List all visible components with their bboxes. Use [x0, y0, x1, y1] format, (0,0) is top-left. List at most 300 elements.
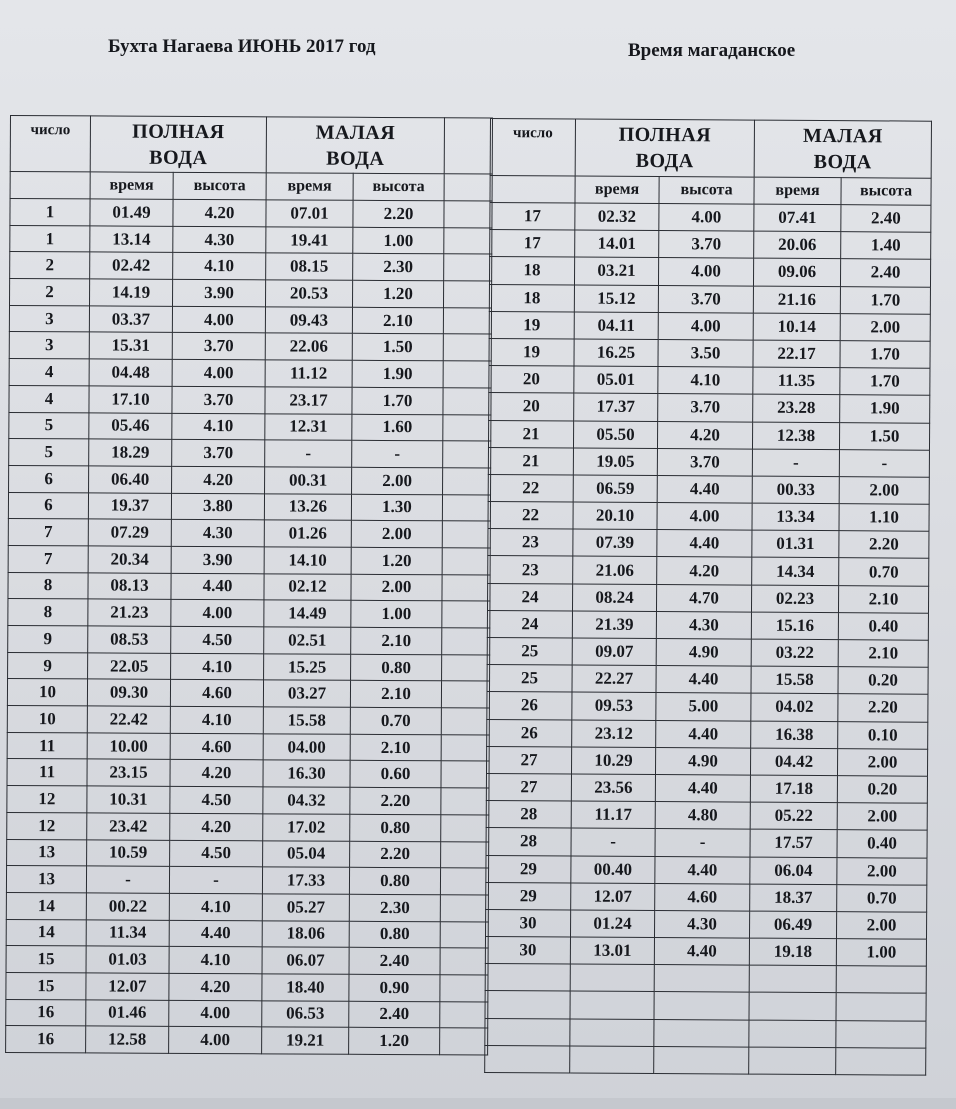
- empty-cell: [443, 468, 491, 495]
- empty-cell: [443, 308, 491, 335]
- day-cell: 11: [7, 732, 87, 759]
- table-row: [488, 556, 929, 586]
- high-time-cell: -: [86, 866, 169, 893]
- low-height-cell: 0.80: [350, 814, 441, 841]
- high-time-cell: 23.56: [571, 774, 655, 802]
- table-row: [487, 719, 928, 749]
- low-height-cell: 1.90: [840, 395, 930, 423]
- day-cell: 30: [485, 909, 570, 937]
- low-height-cell: 2.10: [350, 681, 441, 708]
- day-cell: 7: [8, 519, 88, 546]
- low-time-cell: [749, 993, 836, 1021]
- low-time-cell: 15.25: [264, 654, 351, 681]
- high-time-cell: 04.11: [574, 312, 658, 340]
- header-low-water-line2: ВОДА: [326, 147, 385, 170]
- low-time-cell: 01.26: [264, 520, 351, 547]
- day-cell: 22: [488, 474, 573, 502]
- high-time-cell: 22.05: [88, 653, 171, 680]
- day-cell: 3: [9, 305, 89, 332]
- low-height-cell: 0.70: [839, 558, 929, 586]
- day-cell: 8: [8, 572, 88, 599]
- high-height-cell: 4.60: [655, 883, 750, 911]
- empty-cell: [444, 201, 492, 228]
- high-height-cell: 4.00: [658, 312, 753, 340]
- high-time-cell: 12.07: [571, 883, 655, 911]
- low-height-cell: 2.00: [837, 857, 927, 885]
- high-height-cell: 3.70: [172, 440, 265, 467]
- day-cell: 24: [487, 583, 572, 611]
- low-time-cell: 20.53: [266, 280, 353, 307]
- high-time-cell: 07.39: [573, 529, 657, 557]
- high-height-cell: 4.00: [171, 600, 264, 627]
- tide-table-right-body: [485, 203, 931, 1076]
- table-row: [6, 1026, 488, 1055]
- high-time-cell: 14.01: [575, 230, 659, 258]
- table-row: [8, 492, 490, 521]
- low-height-cell: 2.10: [838, 640, 928, 668]
- table-row: [6, 866, 488, 895]
- table-row: [7, 732, 489, 761]
- day-cell: 14: [6, 892, 86, 919]
- high-height-cell: 4.10: [171, 653, 264, 680]
- high-height-cell: 4.60: [170, 733, 263, 760]
- high-height-cell: 4.60: [170, 680, 263, 707]
- table-row: [489, 366, 930, 396]
- low-height-cell: 2.00: [352, 467, 443, 494]
- day-cell: 26: [487, 692, 572, 720]
- low-time-cell: [749, 965, 836, 993]
- high-time-cell: 09.30: [87, 679, 170, 706]
- empty-cell: [443, 414, 491, 441]
- high-height-cell: 4.40: [655, 774, 750, 802]
- day-cell: 27: [486, 746, 571, 774]
- high-time-cell: 19.37: [88, 492, 171, 519]
- day-cell: 16: [6, 1026, 86, 1053]
- high-height-cell: 4.00: [657, 503, 752, 531]
- day-cell: 1: [10, 225, 90, 252]
- header-low-water-line1: МАЛАЯ: [803, 124, 883, 148]
- low-time-cell: 04.32: [263, 787, 350, 814]
- low-time-cell: 18.40: [262, 974, 349, 1001]
- high-time-cell: 11.17: [571, 801, 655, 829]
- low-height-cell: 1.50: [352, 334, 443, 361]
- day-cell: [485, 1045, 570, 1073]
- table-row: [9, 412, 491, 441]
- table-row: [488, 502, 929, 532]
- day-cell: 30: [485, 937, 570, 965]
- day-cell: 11: [7, 759, 87, 786]
- empty-cell: [441, 708, 489, 735]
- low-height-cell: -: [352, 440, 443, 467]
- day-cell: 22: [488, 502, 573, 530]
- timezone-label: Время магаданское: [628, 40, 796, 61]
- high-height-cell: 4.40: [656, 720, 751, 748]
- low-time-cell: 22.17: [753, 340, 840, 368]
- high-time-cell: 05.50: [573, 421, 657, 449]
- low-time-cell: 15.58: [751, 666, 838, 694]
- table-row: [489, 338, 930, 368]
- high-time-cell: 22.42: [87, 706, 170, 733]
- low-height-cell: 2.20: [838, 694, 928, 722]
- low-height-cell: 0.80: [349, 921, 440, 948]
- table-row: [488, 529, 929, 559]
- empty-cell: [440, 1028, 488, 1055]
- table-row: [8, 519, 490, 548]
- low-height-cell: 0.20: [837, 776, 927, 804]
- empty-cell: [443, 281, 491, 308]
- header-low-time: время: [754, 177, 841, 205]
- high-height-cell: 4.20: [169, 973, 262, 1000]
- high-height-cell: [654, 965, 749, 993]
- document-title: Бухта Нагаева ИЮНЬ 2017 год: [108, 36, 376, 57]
- low-time-cell: 04.42: [750, 748, 837, 776]
- header-low-height: высота: [353, 173, 444, 200]
- low-height-cell: 0.70: [837, 884, 927, 912]
- high-height-cell: 4.40: [171, 573, 264, 600]
- day-cell: 2: [10, 279, 90, 306]
- table-row: [7, 812, 489, 841]
- header-low-water-line1: МАЛАЯ: [315, 121, 396, 144]
- low-time-cell: 03.22: [751, 639, 838, 667]
- empty-cell: [442, 574, 490, 601]
- high-height-cell: 4.10: [169, 893, 262, 920]
- low-time-cell: 01.31: [752, 530, 839, 558]
- high-time-cell: 07.29: [88, 519, 171, 546]
- day-cell: 26: [487, 719, 572, 747]
- empty-cell: [442, 628, 490, 655]
- table-row: [485, 1018, 926, 1048]
- empty-cell: [442, 494, 490, 521]
- day-cell: 28: [486, 801, 571, 829]
- high-time-cell: 08.24: [572, 584, 656, 612]
- table-row: [485, 964, 926, 994]
- day-cell: 15: [6, 972, 86, 999]
- high-height-cell: 4.10: [658, 367, 753, 395]
- table-row: [487, 583, 928, 613]
- low-height-cell: 2.00: [351, 521, 442, 548]
- empty-cell: [441, 788, 489, 815]
- high-time-cell: 10.29: [571, 747, 655, 775]
- low-time-cell: 07.01: [266, 200, 353, 227]
- low-time-cell: 12.38: [752, 422, 839, 450]
- low-height-cell: 2.40: [349, 1001, 440, 1028]
- low-time-cell: 06.07: [262, 947, 349, 974]
- day-cell: 19: [489, 311, 574, 339]
- high-time-cell: 08.53: [88, 626, 171, 653]
- high-height-cell: 3.50: [658, 339, 753, 367]
- empty-cell: [440, 948, 488, 975]
- table-row: [9, 332, 491, 361]
- day-cell: [485, 964, 570, 992]
- high-time-cell: 21.23: [88, 599, 171, 626]
- low-height-cell: 0.20: [838, 667, 928, 695]
- high-height-cell: 4.40: [169, 920, 262, 947]
- low-time-cell: 17.18: [750, 775, 837, 803]
- low-time-cell: 18.37: [750, 884, 837, 912]
- header-low-height: высота: [841, 178, 931, 206]
- high-height-cell: 4.30: [173, 226, 266, 253]
- low-height-cell: 1.70: [352, 387, 443, 414]
- day-cell: 16: [6, 999, 86, 1026]
- low-time-cell: 07.41: [754, 204, 841, 232]
- day-cell: 5: [9, 439, 89, 466]
- day-cell: 4: [9, 385, 89, 412]
- header-high-time: время: [575, 176, 659, 204]
- empty-cell: [440, 975, 488, 1002]
- low-height-cell: 2.00: [351, 574, 442, 601]
- high-time-cell: 20.10: [573, 502, 657, 530]
- low-height-cell: 1.00: [353, 227, 444, 254]
- empty-cell: [442, 654, 490, 681]
- high-height-cell: 4.40: [657, 530, 752, 558]
- day-cell: 1: [10, 199, 90, 226]
- day-cell: 25: [487, 637, 572, 665]
- high-height-cell: [654, 1046, 749, 1074]
- high-time-cell: 21.06: [573, 556, 657, 584]
- high-time-cell: 02.32: [575, 203, 659, 231]
- high-height-cell: 5.00: [656, 693, 751, 721]
- day-cell: 17: [490, 230, 575, 258]
- empty-cell: [443, 334, 491, 361]
- table-row: [7, 786, 489, 815]
- high-height-cell: 4.00: [172, 359, 265, 386]
- high-height-cell: 3.90: [171, 546, 264, 573]
- header-low-water-line2: ВОДА: [813, 150, 872, 174]
- table-row: [487, 610, 928, 640]
- day-cell: 21: [488, 447, 573, 475]
- low-height-cell: 0.80: [351, 654, 442, 681]
- low-height-cell: 0.60: [350, 761, 441, 788]
- day-cell: 4: [9, 359, 89, 386]
- low-time-cell: 14.34: [752, 558, 839, 586]
- high-height-cell: 4.50: [170, 840, 263, 867]
- header-high-water-line1: ПОЛНАЯ: [618, 123, 712, 147]
- table-row: [9, 439, 491, 468]
- low-height-cell: 2.10: [352, 307, 443, 334]
- day-cell: 14: [6, 919, 86, 946]
- header-high-water-line2: ВОДА: [635, 149, 694, 173]
- low-time-cell: 18.06: [262, 920, 349, 947]
- empty-cell: [443, 361, 491, 388]
- day-cell: 7: [8, 545, 88, 572]
- day-cell: 2: [10, 252, 90, 279]
- day-cell: 6: [9, 465, 89, 492]
- table-row: [490, 203, 931, 233]
- empty-cell: [440, 1001, 488, 1028]
- low-height-cell: 0.10: [838, 721, 928, 749]
- header-high-water-line1: ПОЛНАЯ: [132, 120, 225, 143]
- low-time-cell: 23.28: [753, 394, 840, 422]
- header-day: число: [490, 119, 575, 177]
- high-time-cell: [570, 1046, 654, 1074]
- empty-cell: [441, 735, 489, 762]
- low-height-cell: 1.20: [351, 547, 442, 574]
- high-height-cell: -: [169, 867, 262, 894]
- day-cell: 17: [490, 203, 575, 231]
- table-row: [6, 972, 488, 1001]
- high-time-cell: 22.27: [572, 665, 656, 693]
- low-time-cell: 03.27: [263, 680, 350, 707]
- table-row: [9, 385, 491, 414]
- high-height-cell: 3.70: [658, 285, 753, 313]
- high-time-cell: 05.01: [574, 366, 658, 394]
- day-cell: 9: [8, 652, 88, 679]
- high-time-cell: 17.37: [574, 393, 658, 421]
- low-time-cell: 04.02: [751, 693, 838, 721]
- high-time-cell: 01.24: [570, 910, 654, 938]
- empty-cell: [442, 548, 490, 575]
- high-height-cell: 3.80: [171, 493, 264, 520]
- table-row: [8, 599, 490, 628]
- high-time-cell: 19.05: [573, 448, 657, 476]
- low-time-cell: 14.10: [264, 547, 351, 574]
- high-time-cell: 09.07: [572, 638, 656, 666]
- header-high-time: время: [90, 172, 173, 199]
- high-height-cell: 4.90: [656, 639, 751, 667]
- table-row: [486, 855, 927, 885]
- low-time-cell: 04.00: [263, 734, 350, 761]
- low-time-cell: 21.16: [753, 286, 840, 314]
- low-height-cell: 1.10: [839, 504, 929, 532]
- low-height-cell: 2.20: [353, 200, 444, 227]
- high-time-cell: 08.13: [88, 573, 171, 600]
- low-time-cell: 00.33: [752, 476, 839, 504]
- low-height-cell: 1.70: [840, 286, 930, 314]
- empty-cell: [440, 921, 488, 948]
- table-row: [10, 199, 492, 228]
- high-height-cell: 4.00: [659, 204, 754, 232]
- low-height-cell: 2.10: [351, 627, 442, 654]
- day-cell: 5: [9, 412, 89, 439]
- day-cell: 19: [489, 338, 574, 366]
- low-height-cell: 1.30: [351, 494, 442, 521]
- low-time-cell: [749, 1047, 836, 1075]
- low-height-cell: [836, 1020, 926, 1048]
- high-time-cell: 16.25: [574, 339, 658, 367]
- table-row: [486, 828, 927, 858]
- high-height-cell: 4.40: [656, 666, 751, 694]
- empty-cell: [444, 227, 492, 254]
- low-height-cell: 2.10: [838, 585, 928, 613]
- high-time-cell: 02.42: [90, 252, 173, 279]
- low-height-cell: 2.00: [839, 477, 929, 505]
- table-row: [6, 946, 488, 975]
- day-cell: 18: [489, 257, 574, 285]
- day-cell: 9: [8, 625, 88, 652]
- day-cell: 3: [9, 332, 89, 359]
- day-cell: 20: [489, 366, 574, 394]
- high-height-cell: 4.50: [171, 626, 264, 653]
- empty-cell: [442, 521, 490, 548]
- low-time-cell: 02.12: [264, 573, 351, 600]
- day-cell: 10: [7, 679, 87, 706]
- high-height-cell: 3.70: [659, 231, 754, 259]
- empty-cell: [440, 868, 488, 895]
- high-height-cell: 3.70: [172, 333, 265, 360]
- header-low-time: время: [266, 173, 353, 200]
- high-time-cell: 10.59: [87, 839, 170, 866]
- high-height-cell: 4.10: [169, 947, 262, 974]
- low-height-cell: [836, 993, 926, 1021]
- low-time-cell: 15.58: [263, 707, 350, 734]
- low-height-cell: 0.80: [349, 867, 440, 894]
- low-height-cell: 2.00: [837, 748, 927, 776]
- high-height-cell: 4.20: [657, 557, 752, 585]
- table-row: [485, 937, 926, 967]
- low-time-cell: 13.34: [752, 503, 839, 531]
- day-cell: 12: [7, 786, 87, 813]
- low-height-cell: 2.30: [353, 254, 444, 281]
- low-height-cell: 0.40: [838, 612, 928, 640]
- table-row: [486, 746, 927, 776]
- high-height-cell: 4.20: [172, 466, 265, 493]
- table-row: [489, 311, 930, 341]
- table-row: [9, 359, 491, 388]
- table-row: [485, 991, 926, 1021]
- header-high-water: [575, 119, 754, 177]
- low-height-cell: 0.40: [837, 830, 927, 858]
- header-low-water: [754, 120, 931, 178]
- high-height-cell: 4.10: [173, 253, 266, 280]
- low-time-cell: 11.35: [753, 367, 840, 395]
- header-high-water: [90, 116, 266, 173]
- day-cell: [485, 1018, 570, 1046]
- low-height-cell: 2.20: [350, 787, 441, 814]
- day-cell: 20: [489, 393, 574, 421]
- header-high-height: высота: [173, 172, 266, 199]
- low-time-cell: 02.51: [264, 627, 351, 654]
- low-height-cell: 1.40: [841, 232, 931, 260]
- table-row: [488, 447, 929, 477]
- low-height-cell: 0.70: [350, 707, 441, 734]
- low-height-cell: 2.10: [350, 734, 441, 761]
- day-cell: 18: [489, 284, 574, 312]
- low-time-cell: 19.18: [749, 938, 836, 966]
- high-time-cell: 10.00: [87, 733, 170, 760]
- low-time-cell: 02.23: [751, 585, 838, 613]
- high-height-cell: 4.00: [172, 306, 265, 333]
- low-time-cell: 20.06: [754, 231, 841, 259]
- header-empty-sub: [444, 174, 492, 201]
- low-height-cell: 1.00: [836, 939, 926, 967]
- header-empty-column: [444, 118, 492, 174]
- low-time-cell: 10.14: [753, 313, 840, 341]
- high-time-cell: 20.34: [88, 546, 171, 573]
- low-time-cell: 08.15: [266, 253, 353, 280]
- day-cell: 23: [488, 529, 573, 557]
- tide-table-left: [5, 115, 493, 1056]
- low-time-cell: 12.31: [265, 413, 352, 440]
- high-time-cell: 11.34: [86, 919, 169, 946]
- high-height-cell: 3.90: [173, 279, 266, 306]
- high-time-cell: -: [571, 828, 655, 856]
- low-time-cell: 05.22: [750, 802, 837, 830]
- low-time-cell: -: [752, 449, 839, 477]
- table-row: [489, 393, 930, 423]
- table-row: [488, 474, 929, 504]
- high-time-cell: [570, 1019, 654, 1047]
- low-time-cell: 13.26: [264, 493, 351, 520]
- low-height-cell: 1.70: [840, 341, 930, 369]
- table-row: [7, 839, 489, 868]
- table-row: [8, 572, 490, 601]
- high-time-cell: 21.39: [572, 611, 656, 639]
- low-time-cell: 14.49: [264, 600, 351, 627]
- high-height-cell: 4.20: [170, 813, 263, 840]
- low-height-cell: [836, 1047, 926, 1075]
- high-time-cell: 00.40: [571, 856, 655, 884]
- day-cell: 24: [487, 610, 572, 638]
